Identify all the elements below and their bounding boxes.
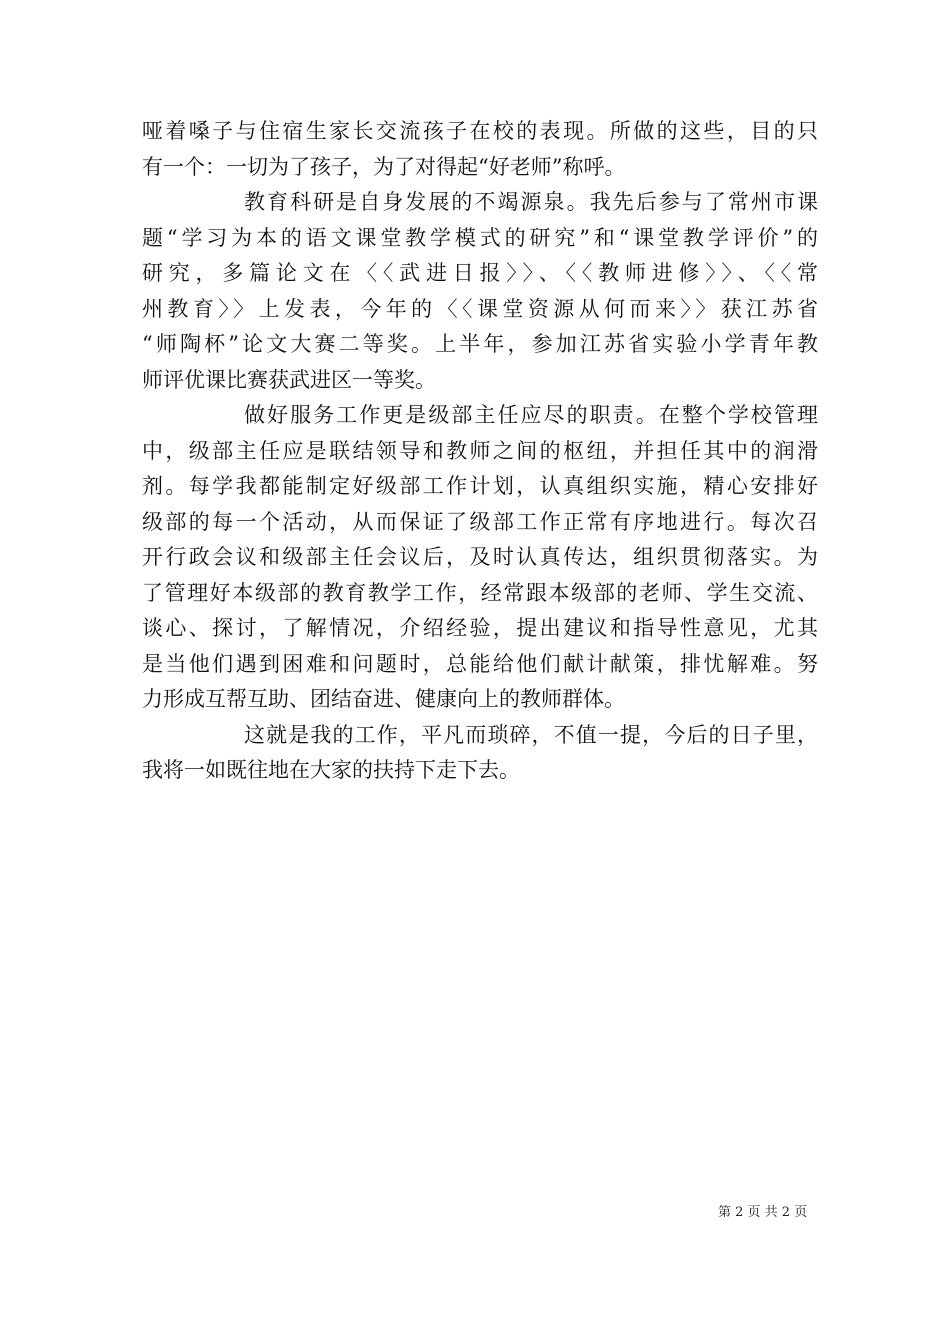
text-line: 了管理好本级部的教育教学工作，经常跟本级部的老师、学生交流、: [142, 580, 818, 605]
text-line: “师陶杯”论文大赛二等奖。上半年，参加江苏省实验小学青年教: [142, 332, 818, 356]
text-line: 力形成互帮互助、团结奋进、健康向上的教师群体。: [142, 687, 625, 711]
text-line: 州教育〉〉上发表，今年的〈〈课堂资源从何而来〉〉获江苏省: [142, 296, 818, 321]
page-number-footer: 第 2 页 共 2 页: [718, 1205, 808, 1220]
text-line: 师评优课比赛获武进区一等奖。: [142, 367, 436, 392]
paragraph-first-line: 教育科研是自身发展的不竭源泉。我先后参与了常州市课: [244, 190, 818, 214]
paragraph-first-line: 这就是我的工作，平凡而琐碎，不值一提，今后的日子里，: [244, 722, 818, 747]
text-line: 我将一如既往地在大家的扶持下走下去。: [142, 758, 520, 782]
text-line: 有一个：一切为了孩子，为了对得起“好老师”称呼。: [142, 154, 626, 179]
text-line: 题“学习为本的语文课堂教学模式的研究”和“课堂教学评价”的: [142, 225, 818, 250]
text-line: 中，级部主任应是联结领导和教师之间的枢纽，并担任其中的润滑: [142, 438, 818, 463]
text-line: 剂。每学我都能制定好级部工作计划，认真组织实施，精心安排好: [142, 474, 818, 498]
text-line: 级部的每一个活动，从而保证了级部工作正常有序地进行。每次召: [142, 509, 818, 534]
text-line: 哑着嗓子与住宿生家长交流孩子在校的表现。所做的这些，目的只: [142, 119, 818, 143]
text-line: 是当他们遇到困难和问题时，总能给他们献计献策，排忧解难。努: [142, 651, 818, 676]
text-line: 研究，多篇论文在〈〈武进日报〉〉、〈〈教师进修〉〉、〈〈常: [142, 261, 818, 285]
text-line: 开行政会议和级部主任会议后，及时认真传达，组织贯彻落实。为: [142, 545, 818, 569]
body-text: [142, 114, 818, 789]
text-line: 谈心、探讨，了解情况，介绍经验，提出建议和指导性意见，尤其: [142, 616, 818, 640]
paragraph-first-line: 做好服务工作更是级部主任应尽的职责。在整个学校管理: [244, 403, 818, 427]
